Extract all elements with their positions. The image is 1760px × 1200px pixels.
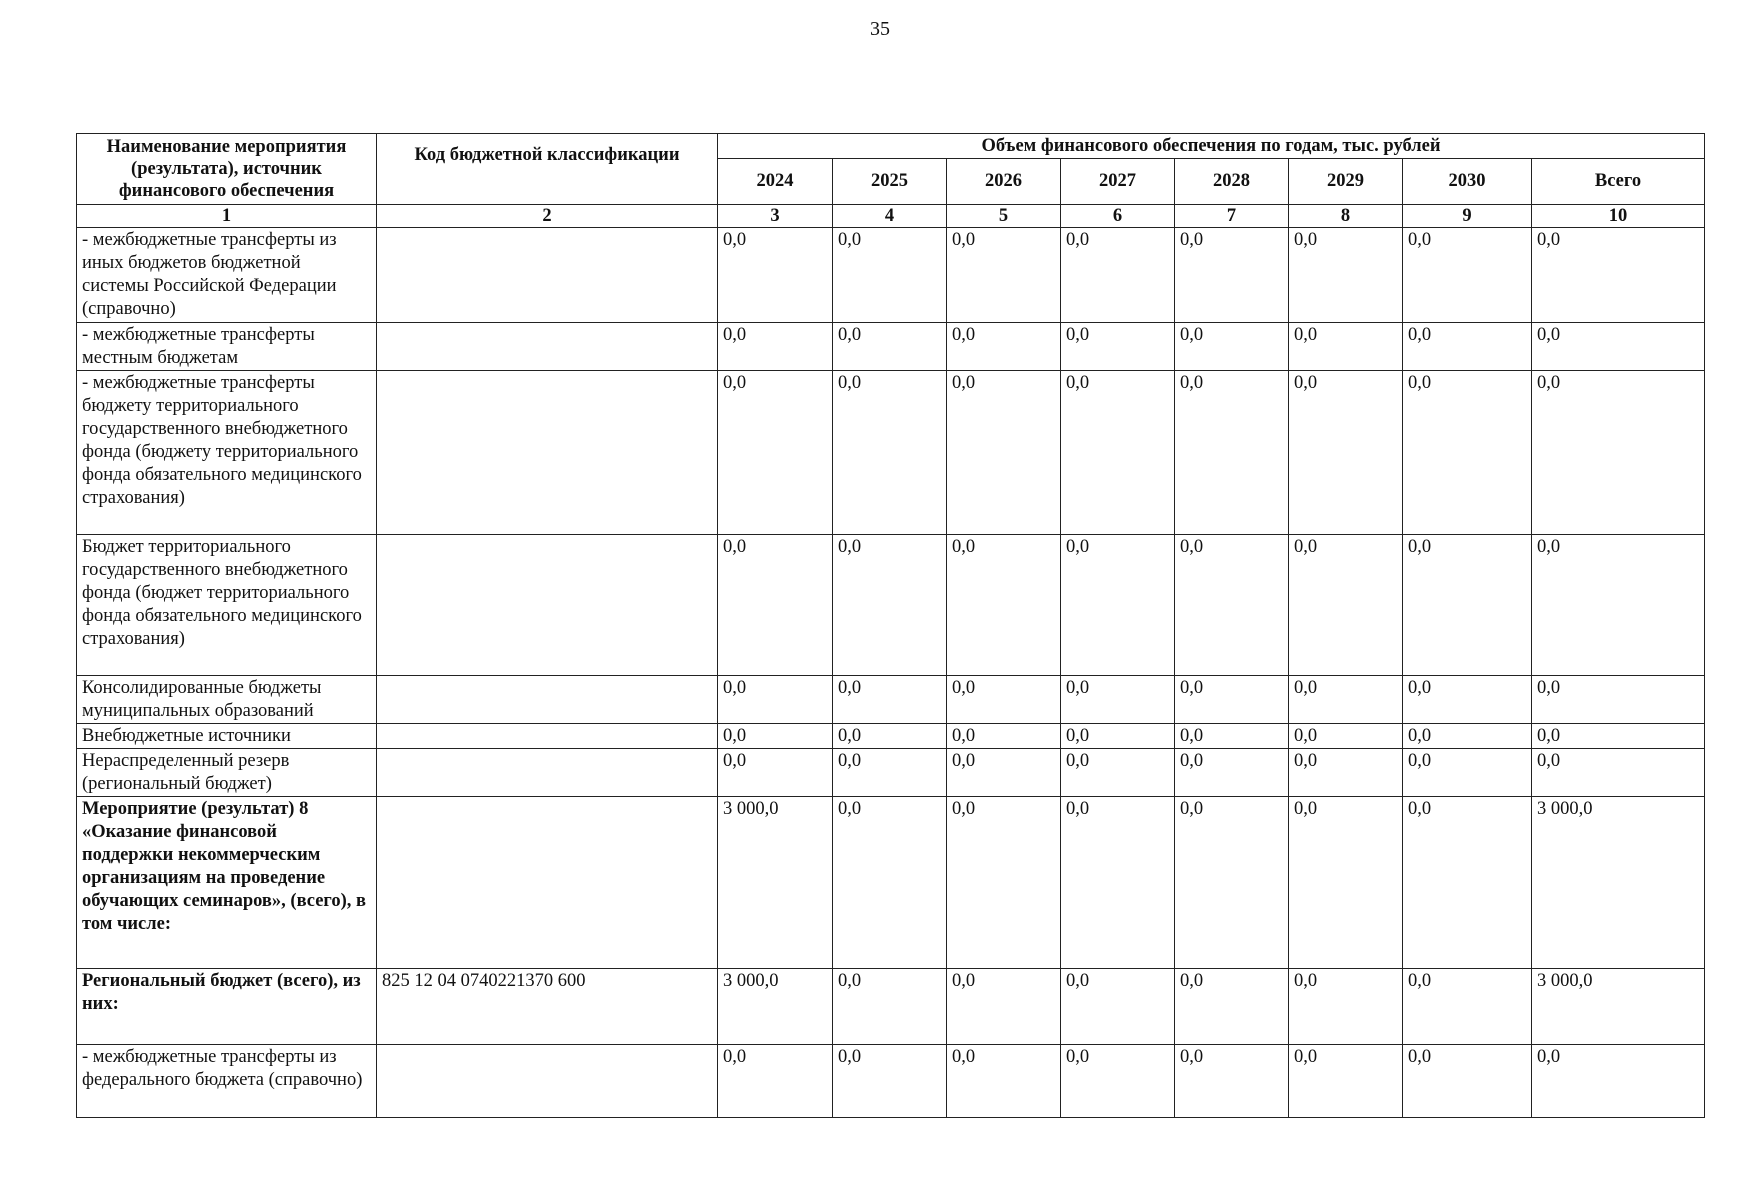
row-year-value: 0,0 <box>1403 371 1532 535</box>
row-year-value: 0,0 <box>1061 535 1175 676</box>
row-year-value: 0,0 <box>1403 535 1532 676</box>
row-year-value: 0,0 <box>947 749 1061 797</box>
row-year-value: 0,0 <box>1403 1045 1532 1118</box>
header-total: Всего <box>1532 159 1705 205</box>
row-year-value: 0,0 <box>1403 323 1532 371</box>
column-number: 7 <box>1175 205 1289 228</box>
row-total-value: 0,0 <box>1532 535 1705 676</box>
row-total-value: 0,0 <box>1532 1045 1705 1118</box>
table-row <box>77 749 1705 797</box>
row-total-value: 0,0 <box>1532 676 1705 724</box>
row-year-value: 0,0 <box>947 535 1061 676</box>
row-year-value: 0,0 <box>1289 676 1403 724</box>
row-total-value: 0,0 <box>1532 323 1705 371</box>
row-total-value: 0,0 <box>1532 749 1705 797</box>
row-year-value: 0,0 <box>833 535 947 676</box>
column-number: 5 <box>947 205 1061 228</box>
row-year-value: 0,0 <box>718 228 833 323</box>
row-year-value: 0,0 <box>833 228 947 323</box>
row-year-value: 0,0 <box>947 724 1061 749</box>
row-year-value: 0,0 <box>1175 676 1289 724</box>
header-year: 2027 <box>1061 159 1175 205</box>
row-year-value: 0,0 <box>718 724 833 749</box>
row-year-value: 3 000,0 <box>718 797 833 969</box>
column-number: 3 <box>718 205 833 228</box>
row-year-value: 0,0 <box>1289 371 1403 535</box>
row-year-value: 0,0 <box>1061 1045 1175 1118</box>
row-year-value: 0,0 <box>1403 749 1532 797</box>
row-year-value: 0,0 <box>1289 1045 1403 1118</box>
row-year-value: 0,0 <box>1289 724 1403 749</box>
row-code <box>377 724 718 749</box>
row-year-value: 0,0 <box>1061 724 1175 749</box>
table-row <box>77 1045 1705 1118</box>
row-year-value: 0,0 <box>1061 969 1175 1045</box>
table-row <box>77 323 1705 371</box>
row-name: - межбюджетные трансферты местным бюджетам <box>77 323 377 371</box>
row-year-value: 0,0 <box>1175 371 1289 535</box>
row-year-value: 0,0 <box>1175 724 1289 749</box>
header-year: 2026 <box>947 159 1061 205</box>
row-year-value: 0,0 <box>1175 323 1289 371</box>
table-row <box>77 676 1705 724</box>
column-number: 2 <box>377 205 718 228</box>
row-year-value: 0,0 <box>1175 1045 1289 1118</box>
row-year-value: 0,0 <box>947 676 1061 724</box>
column-number: 6 <box>1061 205 1175 228</box>
table-row <box>77 724 1705 749</box>
table-row <box>77 969 1705 1045</box>
row-year-value: 0,0 <box>1289 797 1403 969</box>
row-year-value: 0,0 <box>1289 969 1403 1045</box>
row-total-value: 0,0 <box>1532 724 1705 749</box>
column-number: 10 <box>1532 205 1705 228</box>
header-year: 2025 <box>833 159 947 205</box>
header-year: 2029 <box>1289 159 1403 205</box>
row-year-value: 0,0 <box>947 228 1061 323</box>
row-year-value: 0,0 <box>947 371 1061 535</box>
row-year-value: 0,0 <box>833 969 947 1045</box>
table-row <box>77 535 1705 676</box>
row-year-value: 0,0 <box>833 323 947 371</box>
row-year-value: 0,0 <box>718 371 833 535</box>
row-year-value: 0,0 <box>718 323 833 371</box>
row-year-value: 0,0 <box>1061 676 1175 724</box>
row-year-value: 0,0 <box>1061 228 1175 323</box>
row-total-value: 0,0 <box>1532 371 1705 535</box>
row-year-value: 0,0 <box>1403 969 1532 1045</box>
row-year-value: 0,0 <box>947 1045 1061 1118</box>
row-year-value: 3 000,0 <box>718 969 833 1045</box>
row-year-value: 0,0 <box>718 676 833 724</box>
row-name: Бюджет территориального государственного внебюджетного фонда (бюджет территориального фонда обязательного медицинского страхования) <box>77 535 377 676</box>
row-name: - межбюджетные трансферты бюджету территориального государственного внебюджетного фонда (бюджету территориального фонда обязательного медицинского страхования) <box>77 371 377 535</box>
column-number: 9 <box>1403 205 1532 228</box>
row-year-value: 0,0 <box>1175 228 1289 323</box>
row-year-value: 0,0 <box>1175 535 1289 676</box>
header-year: 2028 <box>1175 159 1289 205</box>
row-year-value: 0,0 <box>1175 797 1289 969</box>
row-total-value: 3 000,0 <box>1532 797 1705 969</box>
row-year-value: 0,0 <box>833 1045 947 1118</box>
row-year-value: 0,0 <box>833 676 947 724</box>
header-name-column: Наименование мероприятия (результата), источник финансового обеспечения <box>77 134 377 205</box>
row-year-value: 0,0 <box>833 749 947 797</box>
row-year-value: 0,0 <box>1175 969 1289 1045</box>
row-year-value: 0,0 <box>1175 749 1289 797</box>
row-year-value: 0,0 <box>718 535 833 676</box>
row-year-value: 0,0 <box>833 797 947 969</box>
header-year: 2030 <box>1403 159 1532 205</box>
row-year-value: 0,0 <box>947 323 1061 371</box>
row-code <box>377 749 718 797</box>
header-year: 2024 <box>718 159 833 205</box>
column-number: 1 <box>77 205 377 228</box>
row-year-value: 0,0 <box>1061 371 1175 535</box>
row-code: 825 12 04 0740221370 600 <box>377 969 718 1045</box>
row-year-value: 0,0 <box>833 724 947 749</box>
row-name: Внебюджетные источники <box>77 724 377 749</box>
row-year-value: 0,0 <box>1289 323 1403 371</box>
header-code-column: Код бюджетной классификации <box>377 134 718 205</box>
row-code <box>377 676 718 724</box>
row-name: Мероприятие (результат) 8 «Оказание финансовой поддержки некоммерческим организациям на проведение обучающих семинаров», (всего), в том числе: <box>77 797 377 969</box>
table-row <box>77 371 1705 535</box>
column-number: 4 <box>833 205 947 228</box>
row-code <box>377 535 718 676</box>
row-name: Нераспределенный резерв (региональный бюджет) <box>77 749 377 797</box>
row-name: Консолидированные бюджеты муниципальных образований <box>77 676 377 724</box>
row-year-value: 0,0 <box>1289 749 1403 797</box>
row-year-value: 0,0 <box>1289 228 1403 323</box>
row-code <box>377 1045 718 1118</box>
row-code <box>377 228 718 323</box>
row-year-value: 0,0 <box>1061 797 1175 969</box>
row-total-value: 0,0 <box>1532 228 1705 323</box>
column-number: 8 <box>1289 205 1403 228</box>
row-name: - межбюджетные трансферты из иных бюджетов бюджетной системы Российской Федерации (справочно) <box>77 228 377 323</box>
row-name: Региональный бюджет (всего), из них: <box>77 969 377 1045</box>
row-year-value: 0,0 <box>1403 228 1532 323</box>
financing-table <box>76 133 1705 1118</box>
row-year-value: 0,0 <box>1289 535 1403 676</box>
row-year-value: 0,0 <box>718 749 833 797</box>
row-total-value: 3 000,0 <box>1532 969 1705 1045</box>
row-year-value: 0,0 <box>1403 676 1532 724</box>
row-year-value: 0,0 <box>1403 724 1532 749</box>
row-year-value: 0,0 <box>947 969 1061 1045</box>
row-year-value: 0,0 <box>1403 797 1532 969</box>
table-row <box>77 228 1705 323</box>
row-year-value: 0,0 <box>718 1045 833 1118</box>
row-code <box>377 797 718 969</box>
row-year-value: 0,0 <box>1061 749 1175 797</box>
row-year-value: 0,0 <box>833 371 947 535</box>
row-year-value: 0,0 <box>1061 323 1175 371</box>
row-year-value: 0,0 <box>947 797 1061 969</box>
table-row <box>77 797 1705 969</box>
header-volume-group: Объем финансового обеспечения по годам, тыс. рублей <box>718 134 1705 159</box>
page-number: 35 <box>870 18 890 40</box>
row-name: - межбюджетные трансферты из федерального бюджета (справочно) <box>77 1045 377 1118</box>
row-code <box>377 323 718 371</box>
row-code <box>377 371 718 535</box>
